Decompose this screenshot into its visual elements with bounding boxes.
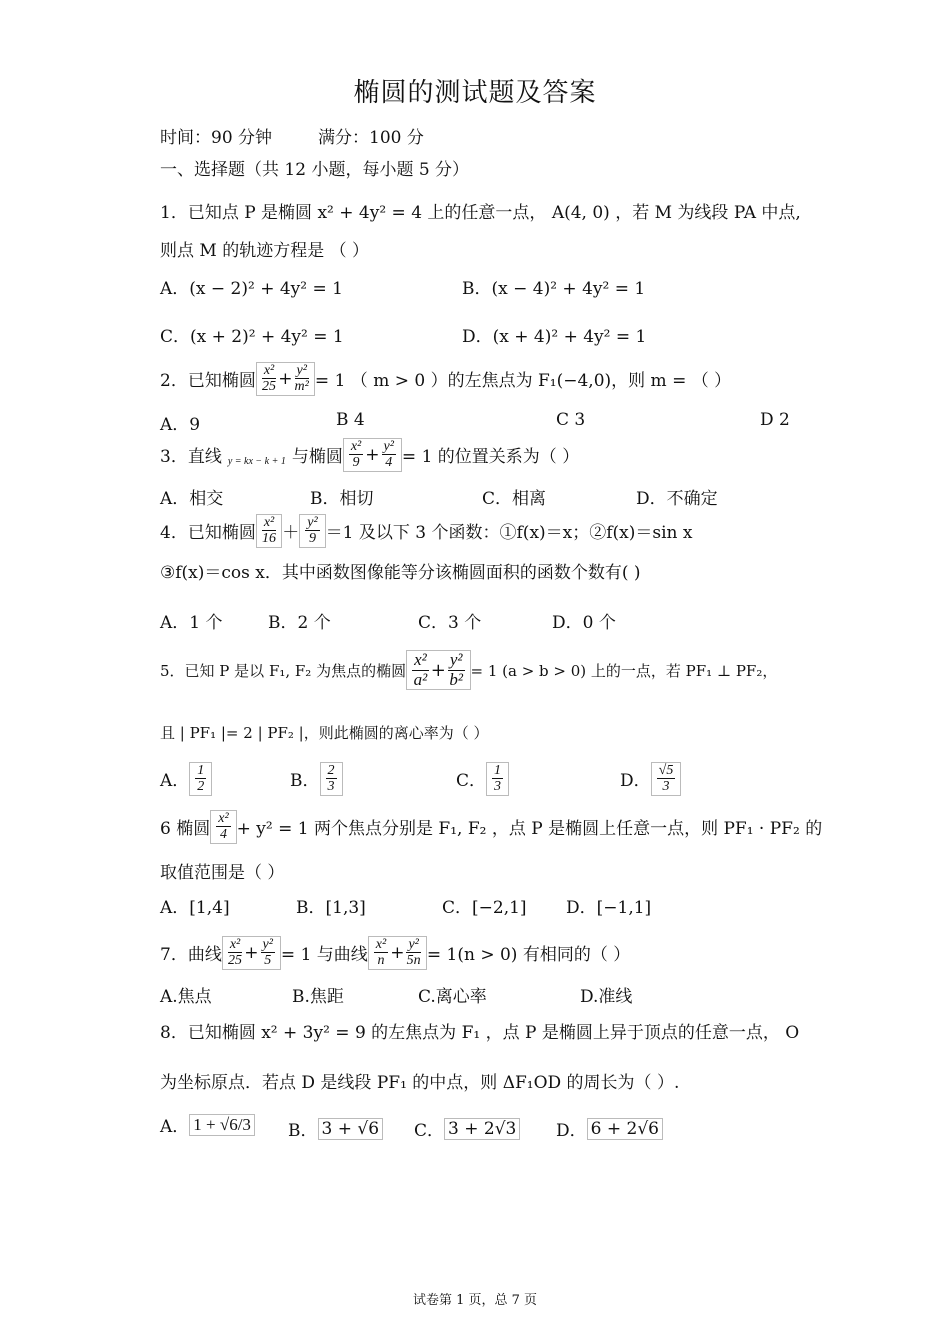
exam-score: 满分：100 分 [318, 128, 424, 148]
question-6-stem-end: + y² = 1 两个焦点分别是 F₁, F₂ ，点 P 是椭圆上任意一点，则 PF₁ · PF₂ 的 [236, 819, 823, 840]
question-7-option-a: A.焦点 [160, 987, 212, 1007]
question-5-option-b: B． $\frac{2}{3}$ [290, 762, 343, 796]
question-3-option-b: B．相切 [310, 489, 374, 509]
question-2-stem-end: = 1 （ m > 0 ）的左焦点为 F₁(−4,0)，则 m = （ ） [314, 371, 732, 392]
exam-time: 时间：90 分钟 [160, 128, 273, 148]
question-6-option-d: D．[−1,1] [566, 898, 652, 918]
question-6-option-b: B．[1,3] [296, 898, 366, 918]
fraction: $\frac{\text{x²}}{9}$ [350, 439, 362, 471]
question-8-option-d: D． 6 + 2√6 [556, 1116, 663, 1141]
question-3-stem [160, 438, 579, 472]
question-1-option-a: A．(x − 2)² + 4y² = 1 [160, 279, 343, 299]
question-5-equation-box: $\frac{\text{x²}}{\text{a²}}$ + $\frac{\text{y²}}{\text{b²}}$ [406, 650, 470, 690]
question-3-option-d: D．不确定 [636, 489, 718, 509]
question-3-stem-end: = 1 的位置关系为（ ） [401, 447, 580, 468]
page-title: 椭圆的测试题及答案 [353, 78, 597, 108]
question-2-equation-box: $\frac{\text{x²}}{25}$ + $\frac{\text{y²}}{\text{m²}}$ [256, 362, 315, 396]
equation-box: $\frac{\text{x²}}{25}$ + $\frac{\text{y²}}{5}$ [222, 936, 281, 970]
fraction: $\frac{\text{y²}}{5}$ [262, 937, 273, 969]
question-4-stem-end: ＝1 及以下 3 个函数：①f(x)＝x；②f(x)＝sin x [325, 523, 693, 544]
question-3-option-c: C．相离 [482, 489, 547, 509]
fraction: $\frac{\text{y²}}{5n}$ [406, 937, 421, 969]
question-8-line-2: 为坐标原点．若点 D 是线段 PF₁ 的中点，则 ΔF₁OD 的周长为（ ）. [160, 1073, 680, 1093]
question-2-stem-start: 2．已知椭圆 [160, 371, 256, 392]
question-5-stem [160, 650, 777, 690]
fraction: $\frac{\text{y²}}{\text{m²}}$ [294, 363, 309, 395]
question-5-stem-start: 5．已知 P 是以 F₁, F₂ 为焦点的椭圆 [160, 661, 407, 680]
question-2-option-c: C 3 [556, 410, 586, 430]
question-8-option-b: B． 3 + √6 [288, 1116, 383, 1141]
question-6-line-2: 取值范围是（ ） [160, 863, 285, 883]
question-3-line-equation: y = kx − k + 1 [227, 456, 286, 468]
question-1-option-d: D．(x + 4)² + 4y² = 1 [462, 327, 647, 347]
question-1-line-1: 1．已知点 P 是椭圆 x² + 4y² = 4 上的任意一点， A(4, 0) ，若 M 为线段 PA 中点, [160, 203, 801, 223]
question-4-stem-start: 4．已知椭圆 [160, 523, 256, 544]
fraction: $\frac{\text{y²}}{4}$ [383, 439, 394, 471]
question-4-option-c: C．3 个 [418, 613, 482, 633]
question-2-option-b: B 4 [336, 410, 365, 430]
question-5-stem-end: = 1 (a > b > 0) 上的一点，若 PF₁ ⊥ PF₂， [470, 661, 778, 680]
section-heading: 一、选择题（共 12 小题，每小题 5 分） [160, 160, 470, 180]
question-5-line-2: 且 | PF₁ |= 2 | PF₂ |，则此椭圆的离心率为（ ） [160, 724, 489, 742]
fraction: $\frac{\text{x²}}{25}$ [262, 363, 277, 395]
question-6-option-c: C．[−2,1] [442, 898, 527, 918]
page-footer: 试卷第 1 页，总 7 页 [412, 1293, 538, 1308]
fraction: $\frac{\text{x²}}{4}$ [218, 811, 229, 843]
question-5-option-d: D． $\frac{√5}{3}$ [620, 762, 681, 796]
fraction: $\frac{1}{3}$ [494, 763, 502, 795]
question-3-stem-start: 3．直线 [160, 447, 222, 468]
fraction: $\frac{\text{y²}}{9}$ [307, 515, 318, 547]
question-8-option-c: C． 3 + 2√3 [414, 1116, 520, 1141]
fraction: $\frac{\text{x²}}{n}$ [375, 937, 387, 969]
question-2-option-a: A．9 [160, 415, 201, 435]
question-5-option-a: A． $\frac{1}{2}$ [160, 762, 212, 796]
question-7-option-c: C.离心率 [418, 987, 487, 1007]
question-1-option-b: B．(x − 4)² + 4y² = 1 [462, 279, 646, 299]
question-7-option-d: D.准线 [580, 987, 633, 1007]
question-3-option-a: A．相交 [160, 489, 224, 509]
question-6-option-a: A．[1,4] [160, 898, 230, 918]
fraction: $\frac{1}{2}$ [197, 763, 205, 795]
question-4-option-d: D．0 个 [552, 613, 616, 633]
equation-box [256, 514, 282, 548]
question-8-option-a: A． 1 + √6/3 [160, 1112, 255, 1137]
question-4-stem: 4．已知椭圆 $\frac{\text{x²}}{16}$ ＋ $\frac{\text{y²}}{9}$ ＝1 及以下 3 个函数：①f(x)＝x；②f(x)＝sin x [160, 515, 693, 547]
equation-box: $\frac{\text{x²}}{n}$ + $\frac{\text{y²}}{5n}$ [368, 936, 427, 970]
fraction: $\frac{2}{3}$ [327, 763, 335, 795]
question-3-equation-box: $\frac{\text{x²}}{9}$ + $\frac{\text{y²}}{4}$ [343, 438, 402, 472]
question-4-option-a: A．1 个 [160, 613, 223, 633]
question-6-stem-start: 6 椭圆 [160, 819, 211, 840]
fraction: $\frac{\text{x²}}{\text{a²}}$ [413, 650, 428, 689]
question-2-option-d: D 2 [760, 410, 790, 430]
question-2-stem [160, 362, 731, 396]
question-7-stem [160, 936, 630, 970]
question-6-equation-box [210, 810, 236, 844]
question-7-stem-end: = 1(n > 0) 有相同的（ ） [426, 945, 631, 966]
fraction: $\frac{\text{y²}}{\text{b²}}$ [449, 650, 463, 689]
fraction: $\frac{√5}{3}$ [658, 763, 674, 795]
question-1-option-c: C．(x + 2)² + 4y² = 1 [160, 327, 344, 347]
question-8-line-1: 8．已知椭圆 x² + 3y² = 9 的左焦点为 F₁ ，点 P 是椭圆上异于顶点的任意一点， O [160, 1023, 800, 1043]
fraction: $\frac{\text{x²}}{16}$ [262, 515, 277, 547]
question-7-stem-start: 7．曲线 [160, 945, 222, 966]
question-4-line-2: ③f(x)＝cos x．其中函数图像能等分该椭圆面积的函数个数有( ) [160, 563, 641, 583]
question-1-line-2: 则点 M 的轨迹方程是 （ ） [160, 241, 370, 261]
question-7-stem-middle: = 1 与曲线 [280, 945, 368, 966]
fraction: $\frac{\text{x²}}{25}$ [228, 937, 243, 969]
question-7-option-b: B.焦距 [292, 987, 344, 1007]
question-3-stem-middle: 与椭圆 [291, 447, 343, 468]
question-6-stem [160, 810, 822, 844]
equation-box [299, 514, 325, 548]
question-5-option-c: C． $\frac{1}{3}$ [456, 762, 509, 796]
question-4-option-b: B．2 个 [268, 613, 331, 633]
